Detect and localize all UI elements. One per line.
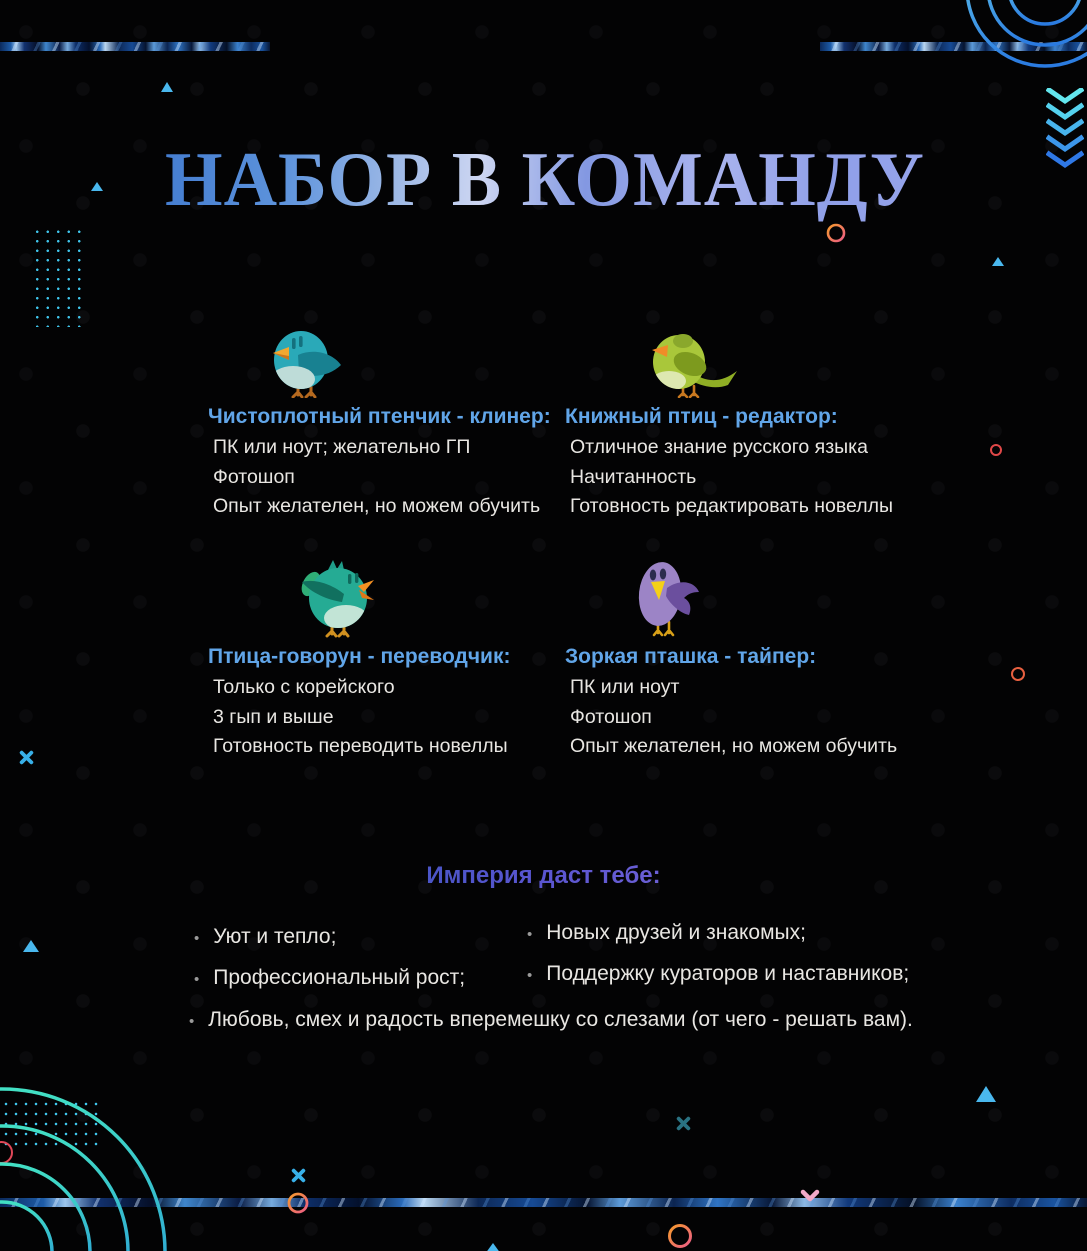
- bullet-icon: •: [194, 971, 200, 988]
- triangle-icon: [161, 82, 173, 92]
- requirement: Фотошоп: [213, 465, 295, 488]
- ring-icon: [990, 444, 1002, 456]
- bullet-icon: •: [194, 930, 200, 947]
- concentric-circles-top-right-icon: [917, 0, 1087, 80]
- position-title: Птица-говорун - переводчик:: [208, 645, 511, 668]
- benefits-column-2: [527, 921, 909, 1003]
- ring-icon: [287, 1192, 309, 1214]
- benefit-item: • Уют и тепло;: [194, 925, 337, 948]
- requirement: Готовность переводить новеллы: [213, 735, 508, 757]
- dot-grid-icon: [32, 227, 84, 327]
- position-block-translator: [208, 558, 568, 766]
- position-block-typer: [565, 558, 925, 766]
- x-mark-icon: [291, 1168, 306, 1183]
- concentric-circles-bottom-left-icon: [0, 1085, 200, 1251]
- chevron-down-pink-icon: [800, 1189, 820, 1203]
- requirement: Готовность редактировать новеллы: [570, 495, 893, 517]
- requirement: ПК или ноут: [570, 676, 680, 698]
- glitch-strip-top-left: [0, 42, 270, 51]
- bullet-icon: •: [189, 1013, 195, 1030]
- requirement: Отличное знание русского языка: [570, 436, 868, 458]
- x-mark-icon: [19, 750, 34, 765]
- triangle-icon: [485, 1243, 501, 1251]
- chevron-down-column-icon: [1046, 88, 1084, 174]
- page-title: НАБОР В КОМАНДУ: [140, 136, 950, 224]
- position-title: Книжный птиц - редактор:: [565, 405, 838, 428]
- requirement: ПК или ноут; желательно ГП: [213, 436, 471, 458]
- requirement: 3 гып и выше: [213, 705, 334, 728]
- requirement: Опыт желателен, но можем обучить: [570, 735, 898, 757]
- benefit-item: • Поддержку кураторов и наставников;: [527, 962, 910, 985]
- purple-bird-icon: [565, 558, 925, 638]
- benefit-item: • Профессиональный рост;: [194, 966, 466, 989]
- triangle-icon: [23, 940, 39, 952]
- teal-round-bird-icon: [208, 558, 568, 638]
- bullet-icon: •: [527, 967, 533, 984]
- position-block-editor: [565, 326, 925, 526]
- position-title: Чистоплотный птенчик - клинер:: [208, 405, 551, 428]
- requirement: Только с корейского: [213, 676, 395, 698]
- triangle-icon: [976, 1086, 996, 1102]
- position-title: Зоркая пташка - тайпер:: [565, 645, 817, 668]
- green-bird-icon: [565, 326, 925, 398]
- position-block-cleaner: [208, 326, 568, 526]
- requirement: Начитанность: [570, 465, 697, 488]
- benefits-column-1: [194, 925, 465, 1007]
- bullet-icon: •: [527, 926, 533, 943]
- teal-bird-icon: [208, 326, 568, 398]
- triangle-icon: [91, 182, 103, 191]
- ring-icon: [826, 223, 846, 243]
- benefit-item-full: • Любовь, смех и радость вперемешку со слезами (от чего - решать вам).: [189, 1008, 913, 1031]
- x-mark-icon: [676, 1116, 691, 1131]
- ring-icon: [667, 1223, 693, 1249]
- triangle-icon: [992, 257, 1004, 266]
- ring-icon: [1011, 667, 1025, 681]
- requirement: Опыт желателен, но можем обучить: [213, 495, 541, 517]
- benefit-item: • Новых друзей и знакомых;: [527, 921, 806, 944]
- benefits-heading: Империя даст тебе:: [0, 862, 1087, 890]
- requirement: Фотошоп: [570, 705, 652, 728]
